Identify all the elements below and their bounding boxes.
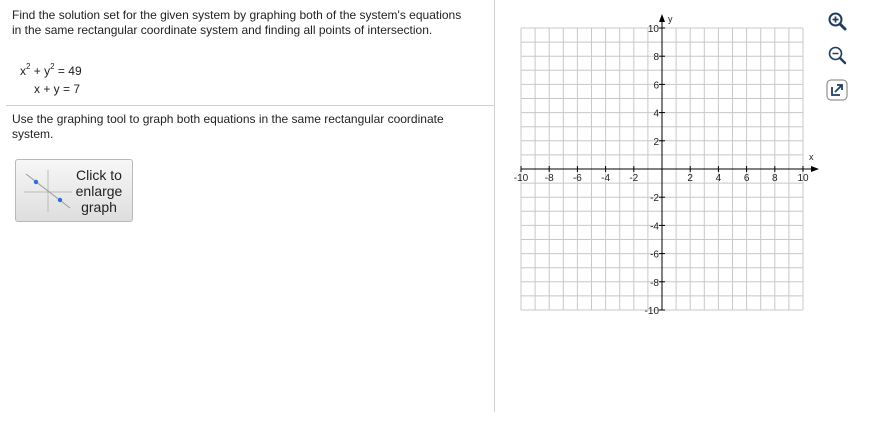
zoom-out-icon[interactable] xyxy=(824,42,850,68)
x-axis-label: x xyxy=(809,152,814,162)
y-tick-label: 10 xyxy=(647,24,659,35)
x-axis-arrow xyxy=(811,166,819,172)
x-tick-label: 8 xyxy=(772,173,778,184)
y-tick-label: 4 xyxy=(653,108,659,120)
equation-circle: $x^2 + y^2 = 49$ xyxy=(20,62,82,78)
y-tick-label: -8 xyxy=(650,277,659,289)
coordinate-graph[interactable] xyxy=(510,8,820,318)
x-tick-label: 4 xyxy=(715,173,722,184)
y-axis-label: y xyxy=(668,14,673,24)
x-tick-label: -10 xyxy=(513,173,529,184)
y-tick-label: -6 xyxy=(650,249,659,261)
y-tick-label: 6 xyxy=(653,80,659,92)
y-tick-label: 8 xyxy=(653,52,659,64)
y-tick-label: -2 xyxy=(650,193,659,205)
x-tick-label: 2 xyxy=(687,173,693,184)
question-prompt: Find the solution set for the given system by graphing both of the system's equations in the same rectangular coordinate system and finding all points of intersection. xyxy=(12,8,462,37)
y-axis-arrow xyxy=(659,14,665,22)
y-tick-label: -10 xyxy=(644,306,659,317)
x-tick-label: -4 xyxy=(601,173,611,184)
y-tick-label: -4 xyxy=(650,221,659,233)
instruction-text: Use the graphing tool to graph both equations in the same rectangular coordinate system. xyxy=(12,112,444,141)
x-tick-label: -8 xyxy=(544,173,554,184)
enlarge-label: Click to enlarge graph xyxy=(75,167,123,215)
equation-line: x + y = 7 xyxy=(34,82,81,96)
x-tick-label: -2 xyxy=(629,173,639,184)
x-tick-label: 6 xyxy=(743,173,750,184)
pane-divider xyxy=(494,0,495,412)
x-tick-label: -6 xyxy=(572,173,582,184)
graph-thumbnail-icon xyxy=(22,168,74,214)
zoom-in-icon[interactable] xyxy=(824,8,850,34)
y-tick-label: 2 xyxy=(653,136,659,148)
x-tick-label: 10 xyxy=(797,173,809,184)
enlarge-graph-button[interactable] xyxy=(15,159,133,222)
popout-icon[interactable] xyxy=(824,77,850,103)
section-divider xyxy=(6,105,494,106)
